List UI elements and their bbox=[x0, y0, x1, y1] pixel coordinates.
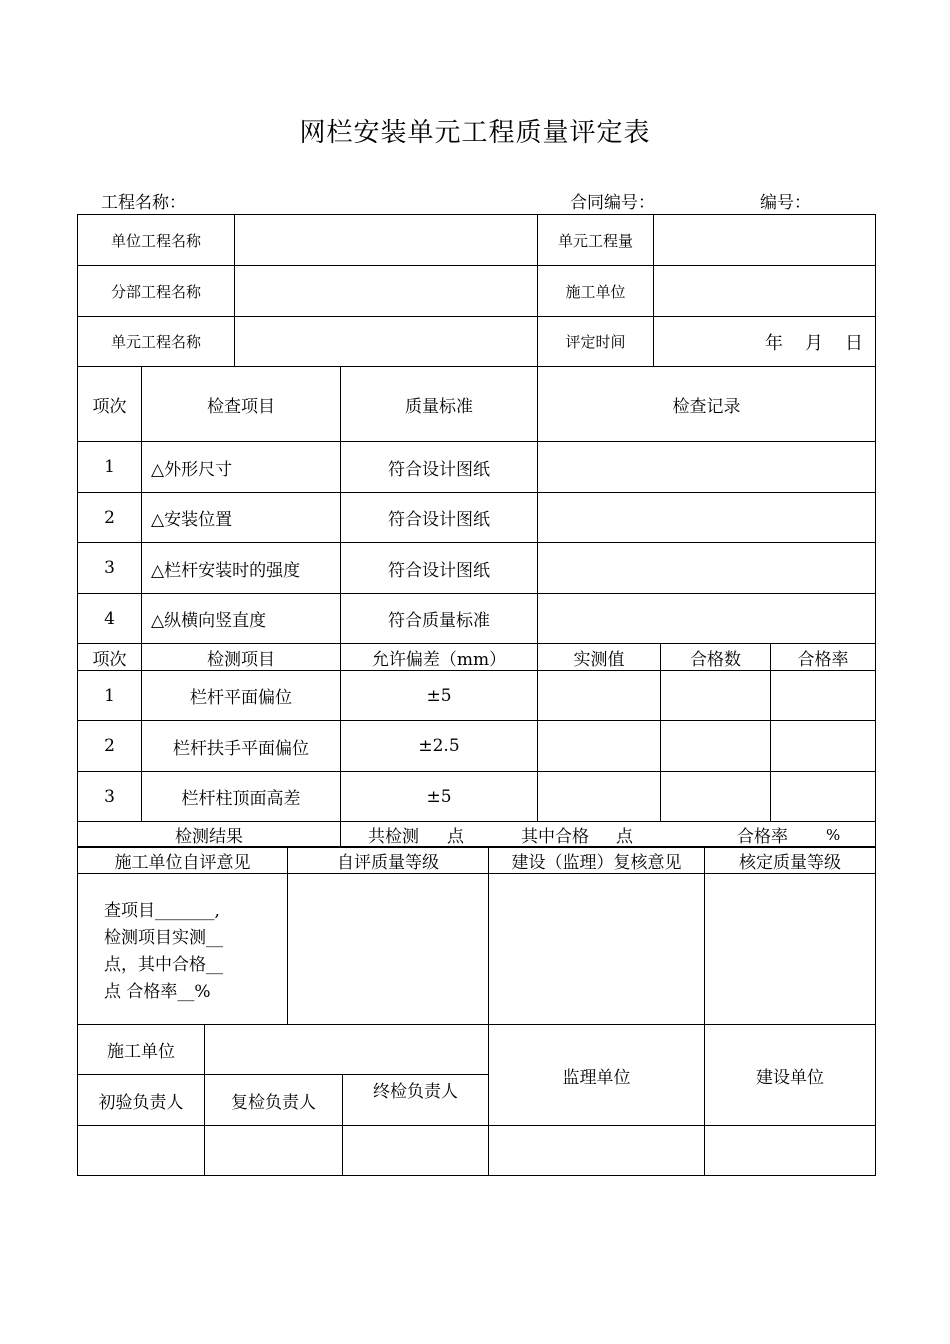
contract-no-label: 合同编号： bbox=[570, 193, 655, 213]
point-label: 点 bbox=[616, 827, 633, 847]
measurement-row-measured[interactable] bbox=[538, 671, 661, 721]
sub-project-name-value[interactable] bbox=[235, 266, 538, 317]
page-title: 网栏安装单元工程质量评定表 bbox=[299, 118, 651, 148]
inspection-row-record[interactable] bbox=[538, 442, 876, 493]
measurement-row-no: 1 bbox=[78, 671, 142, 721]
evaluation-table bbox=[77, 846, 876, 1176]
inspection-row-record[interactable] bbox=[538, 493, 876, 543]
self-note-line: 点 合格率__% bbox=[104, 982, 211, 1002]
measurement-row-item: 栏杆平面偏位 bbox=[142, 671, 341, 721]
percent-label: % bbox=[826, 825, 841, 844]
approved-grade-cell[interactable] bbox=[705, 874, 876, 1025]
eval-time-label: 评定时间 bbox=[538, 317, 654, 367]
measurement-header-qualified-count: 合格数 bbox=[661, 644, 771, 671]
self-opinion-cell[interactable] bbox=[78, 874, 288, 1025]
result-summary[interactable] bbox=[341, 822, 876, 848]
construction-unit-value[interactable] bbox=[654, 266, 876, 317]
eval-header-approved-grade: 核定质量等级 bbox=[705, 847, 876, 874]
measurement-header-no: 项次 bbox=[78, 644, 142, 671]
measurement-row-item: 栏杆柱顶面高差 bbox=[142, 772, 341, 822]
project-name-label: 工程名称： bbox=[101, 193, 186, 213]
result-label: 检测结果 bbox=[78, 822, 341, 848]
measurement-row-qualified-count[interactable] bbox=[661, 671, 771, 721]
inspection-row-record[interactable] bbox=[538, 543, 876, 594]
final-inspector-label: 终检负责人 bbox=[343, 1075, 489, 1126]
number-label: 编号： bbox=[760, 193, 811, 213]
inspection-header-standard: 质量标准 bbox=[341, 367, 538, 442]
inspection-row-item: △纵横向竖直度 bbox=[142, 594, 341, 644]
construction-unit-label: 施工单位 bbox=[538, 266, 654, 317]
re-inspector-label: 复检负责人 bbox=[205, 1075, 343, 1126]
review-opinion-cell[interactable] bbox=[489, 874, 705, 1025]
supervision-unit-label: 监理单位 bbox=[489, 1025, 705, 1126]
eval-header-review-opinion: 建设（监理）复核意见 bbox=[489, 847, 705, 874]
unit-engineering-qty-label: 单元工程量 bbox=[538, 215, 654, 266]
self-note-line: 点，其中合格__ bbox=[104, 955, 223, 975]
self-note-line: 检测项目实测__ bbox=[104, 928, 223, 948]
initial-inspector-label: 初验负责人 bbox=[78, 1075, 205, 1126]
element-project-name-value[interactable] bbox=[235, 317, 538, 367]
measurement-row-item: 栏杆扶手平面偏位 bbox=[142, 721, 341, 772]
info-table bbox=[77, 214, 876, 367]
re-inspector-signature[interactable] bbox=[205, 1126, 343, 1176]
result-table bbox=[77, 821, 876, 848]
inspection-row-standard: 符合设计图纸 bbox=[341, 442, 538, 493]
construction-unit-sign-value[interactable] bbox=[205, 1025, 489, 1075]
measurement-row-tolerance: ±5 bbox=[341, 671, 538, 721]
self-grade-cell[interactable] bbox=[288, 874, 489, 1025]
inspection-header-item: 检查项目 bbox=[142, 367, 341, 442]
eval-time-value[interactable] bbox=[654, 317, 876, 367]
measurement-row-qualified-count[interactable] bbox=[661, 772, 771, 822]
owner-unit-label: 建设单位 bbox=[705, 1025, 876, 1126]
measurement-row-qualified-count[interactable] bbox=[661, 721, 771, 772]
inspection-row-standard: 符合设计图纸 bbox=[341, 493, 538, 543]
initial-inspector-signature[interactable] bbox=[78, 1126, 205, 1176]
measurement-row-qualified-rate[interactable] bbox=[771, 721, 876, 772]
owner-unit-signature[interactable] bbox=[705, 1126, 876, 1176]
final-inspector-signature[interactable] bbox=[343, 1126, 489, 1176]
eval-header-self-grade: 自评质量等级 bbox=[288, 847, 489, 874]
unit-project-name-value[interactable] bbox=[235, 215, 538, 266]
supervision-unit-signature[interactable] bbox=[489, 1126, 705, 1176]
measurement-row-measured[interactable] bbox=[538, 772, 661, 822]
inspection-row-item: △安装位置 bbox=[142, 493, 341, 543]
self-note-line: 查项目_______, bbox=[104, 901, 220, 921]
inspection-table bbox=[77, 366, 876, 644]
measurement-header-measured: 实测值 bbox=[538, 644, 661, 671]
measurement-header-item: 检测项目 bbox=[142, 644, 341, 671]
month-label: 月 bbox=[805, 332, 823, 354]
inspection-row-no: 1 bbox=[78, 442, 142, 493]
measurement-row-no: 3 bbox=[78, 772, 142, 822]
inspection-header-record: 检查记录 bbox=[538, 367, 876, 442]
rate-label: 合格率 bbox=[737, 827, 788, 847]
inspection-row-standard: 符合质量标准 bbox=[341, 594, 538, 644]
inspection-row-item: △栏杆安装时的强度 bbox=[142, 543, 341, 594]
measurement-row-no: 2 bbox=[78, 721, 142, 772]
measurement-row-qualified-rate[interactable] bbox=[771, 671, 876, 721]
unit-project-name-label: 单位工程名称 bbox=[78, 215, 235, 266]
sub-project-name-label: 分部工程名称 bbox=[78, 266, 235, 317]
measurement-header-qualified-rate: 合格率 bbox=[771, 644, 876, 671]
element-project-name-label: 单元工程名称 bbox=[78, 317, 235, 367]
inspection-row-item: △外形尺寸 bbox=[142, 442, 341, 493]
measurement-header-tolerance: 允许偏差（mm） bbox=[341, 644, 538, 671]
point-label: 点 bbox=[447, 827, 464, 847]
inspection-row-no: 2 bbox=[78, 493, 142, 543]
qualified-label: 其中合格 bbox=[521, 827, 589, 847]
measurement-row-measured[interactable] bbox=[538, 721, 661, 772]
inspection-row-no: 4 bbox=[78, 594, 142, 644]
inspection-row-no: 3 bbox=[78, 543, 142, 594]
inspection-row-record[interactable] bbox=[538, 594, 876, 644]
measurement-row-tolerance: ±5 bbox=[341, 772, 538, 822]
measurement-table bbox=[77, 643, 876, 822]
construction-unit-sign-label: 施工单位 bbox=[78, 1025, 205, 1075]
eval-header-self-opinion: 施工单位自评意见 bbox=[78, 847, 288, 874]
unit-engineering-qty-value[interactable] bbox=[654, 215, 876, 266]
inspection-row-standard: 符合设计图纸 bbox=[341, 543, 538, 594]
year-label: 年 bbox=[765, 332, 783, 354]
inspection-header-no: 项次 bbox=[78, 367, 142, 442]
measurement-row-qualified-rate[interactable] bbox=[771, 772, 876, 822]
measurement-row-tolerance: ±2.5 bbox=[341, 721, 538, 772]
day-label: 日 bbox=[845, 332, 863, 354]
total-checked-label: 共检测 bbox=[368, 827, 419, 847]
